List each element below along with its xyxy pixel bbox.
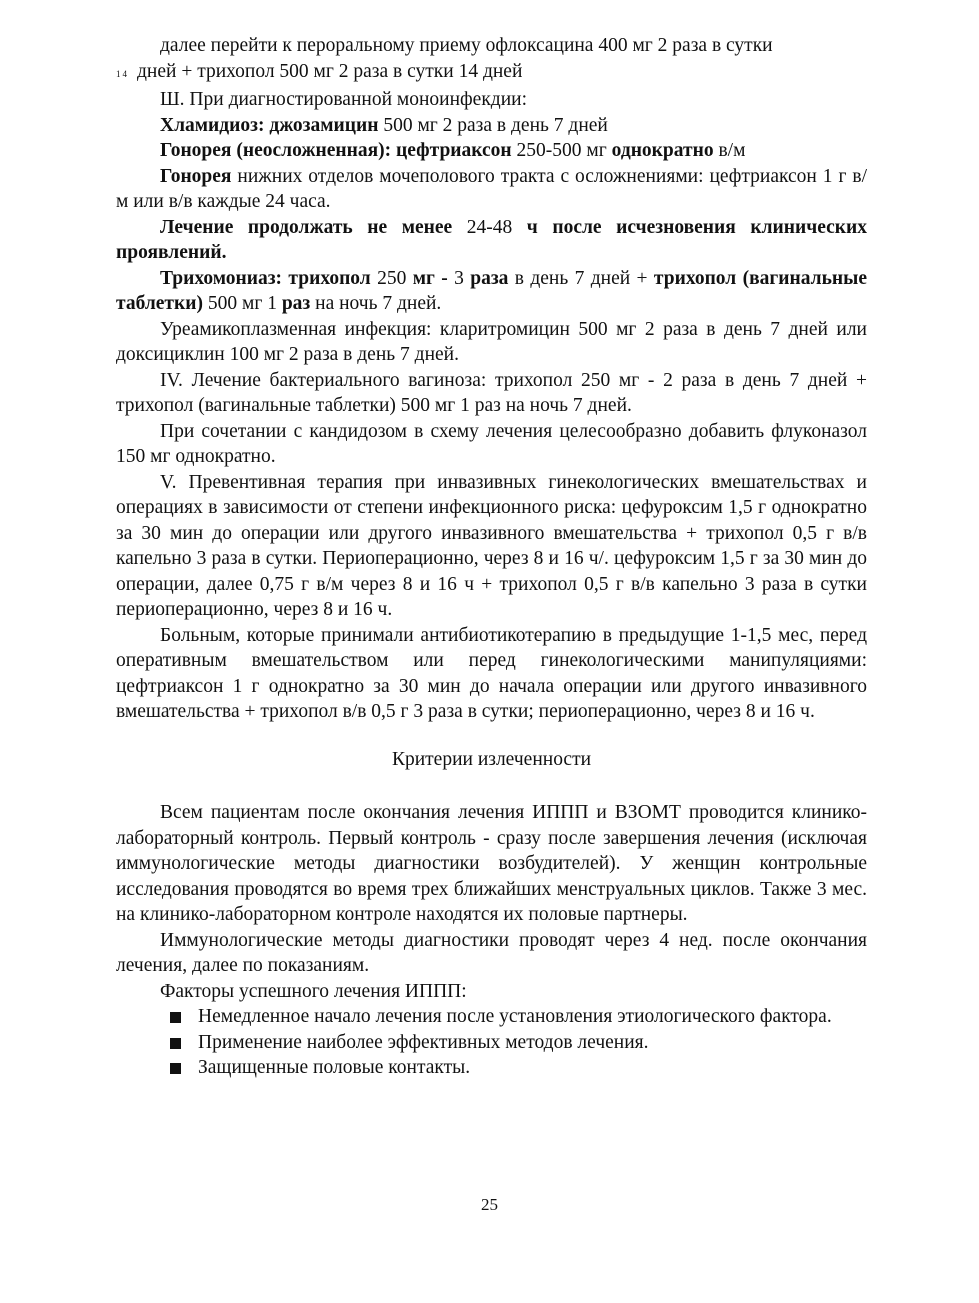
section-5-p2: Больным, которые принимали антибиотикотерапию в предыдущие 1-1,5 мес, перед оперативным вмешательством или перед гинекологическими манипуляциями: цефтриаксон 1 г однократно за 30 мин до начала операции или другого инвазивного вмешательства + трихопол в/в 0,5 г 3 раза в сутки; периоперационно, через 8 и 16 ч.	[116, 624, 867, 722]
bullet-square-icon	[170, 1063, 181, 1074]
bullet-square-icon	[170, 1012, 181, 1023]
continue-bold-1: Лечение продолжать не менее	[160, 216, 453, 238]
continue-text: 24-48	[452, 216, 527, 238]
gonorrhea-complicated-text: нижних отделов мочеполового тракта с осложнениями: цефтриаксон 1 г в/м или в/в каждые 24 часа.	[116, 165, 867, 212]
gonorrhea-complicated	[116, 164, 867, 215]
gonorrhea-text-2: в/м	[713, 140, 746, 161]
gonorrhea-text: 250-500 мг	[511, 140, 612, 161]
chlamydia-line	[116, 113, 867, 139]
criteria-p1: Всем пациентам после окончания лечения ИППП и ВЗОМТ проводится клинико-лабораторный контроль. Первый контроль - сразу после завершения лечения (исключая иммунологические методы диагностики возбудителей). У женщин контрольные исследования проводятся во время трех ближайших менструальных циклов. Также 3 мес. на клинико-лабораторном контроле находятся их половые партнеры.	[116, 802, 867, 925]
chlamydia-text: 500 мг 2 раза в день 7 дней	[378, 114, 608, 136]
criteria-p2: Иммунологические методы диагностики проводят через 4 нед. после окончания лечения, далее по показаниям.	[116, 929, 867, 976]
bullet-square-icon	[170, 1038, 181, 1049]
continue-treatment	[116, 215, 867, 266]
tri-bold-4: трихопол (вагинальные таблетки)	[116, 267, 867, 314]
gonorrhea-bold: Гонорея (неосложненная): цефтриаксон	[160, 140, 512, 161]
tri-bold-3: раза	[470, 267, 509, 289]
section-3-title: Ш. При диагностированной моноинфекдии:	[160, 89, 528, 110]
section-5-p1: V. Превентивная терапия при инвазивных гинекологических вмешательствах и операциях в зависимости от степени инфекционного риска: цефуроксим 1,5 г однократно за 30 мин до операции или другого инвазивного вмешательства + трихопол 0,5 г в/в капельно 3 раза в сутки. Периоперационно, через 8 и 16 ч/. цефуроксим 1,5 г за 30 мин до операции, далее 0,75 г в/м через 8 и 16 ч + трихопол 0,5 г в/в капельно 3 раза в сутки периоперационно, через 8 и 16 ч.	[116, 471, 867, 620]
chlamydia-bold: Хламидиоз: джозамицин	[160, 114, 379, 136]
tri-bold-1: Трихомониаз: трихопол	[160, 267, 371, 289]
tri-bold-5: раз	[281, 293, 311, 314]
criteria-heading: Критерии излеченности	[391, 748, 592, 770]
intro-line-2-text: дней + трихопол 500 мг 2 раза в сутки 14 дней	[137, 60, 523, 82]
small-number: 14	[116, 68, 129, 79]
intro-line-2	[116, 59, 867, 88]
page-number: 25	[481, 1195, 498, 1214]
tri-text-1: 250	[370, 267, 413, 289]
criteria-p3: Факторы успешного лечения ИППП:	[160, 980, 467, 1002]
tri-text-5: на ночь 7 дней.	[310, 293, 442, 314]
document-text	[116, 33, 867, 1081]
list-item-text: Защищенные половые контакты.	[198, 1057, 471, 1078]
continue-bold-2: ч после исчезновения клинических проявлений.	[116, 216, 868, 263]
section-4-p1: IV. Лечение бактериального вагиноза: трихопол 250 мг - 2 раза в день 7 дней + трихопол (вагинальные таблетки) 500 мг 1 раз на ночь 7 дней.	[116, 369, 867, 416]
gonorrhea-line	[116, 138, 867, 164]
gonorrhea-complicated-bold: Гонорея	[160, 165, 232, 187]
success-factors-list	[116, 1004, 867, 1081]
tri-text-3: в день 7 дней +	[508, 267, 654, 289]
list-item	[170, 1030, 867, 1056]
tri-text-2: 3	[454, 267, 471, 289]
ureaplasma: Уреамикоплазменная инфекция: кларитромицин 500 мг 2 раза в день 7 дней или доксициклин 100 мг 2 раза в день 7 дней.	[116, 318, 867, 365]
tri-bold-2: мг -	[412, 267, 455, 289]
list-item	[170, 1004, 867, 1030]
section-4-p2: При сочетании с кандидозом в схему лечения целесообразно добавить флуконазол 150 мг однократно.	[116, 420, 867, 467]
list-item	[170, 1055, 867, 1081]
gonorrhea-bold-2: однократно	[611, 140, 714, 161]
tri-text-4: 500 мг 1	[202, 293, 282, 314]
trichomoniasis	[116, 266, 867, 317]
list-item-text: Немедленное начало лечения после установления этиологического фактора.	[198, 1006, 832, 1027]
list-item-text: Применение наиболее эффективных методов лечения.	[198, 1031, 649, 1053]
intro-line: далее перейти к пероральному приему офлоксацина 400 мг 2 раза в сутки	[160, 35, 773, 56]
